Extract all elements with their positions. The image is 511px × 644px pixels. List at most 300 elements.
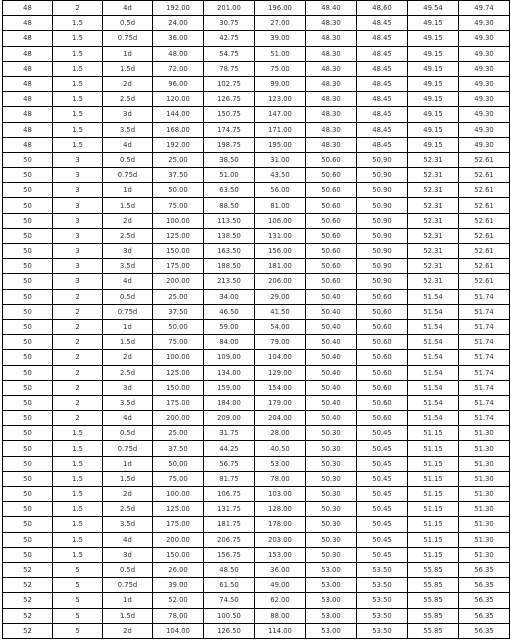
- table-cell: 2.5d: [103, 365, 153, 380]
- table-row: [3, 168, 510, 183]
- table-cell: 50.60: [357, 289, 408, 304]
- table-cell: 39.00: [153, 578, 204, 593]
- table-cell: 2: [53, 319, 103, 334]
- table-cell: 50: [3, 335, 53, 350]
- table-cell: 51.54: [408, 304, 459, 319]
- table-cell: 51.54: [408, 335, 459, 350]
- table-cell: 0.75d: [103, 31, 153, 46]
- table-cell: 192.00: [153, 137, 204, 152]
- table-cell: 1.5: [53, 487, 103, 502]
- table-cell: 48.30: [306, 61, 357, 76]
- table-cell: 0.75d: [103, 441, 153, 456]
- table-cell: 3d: [103, 244, 153, 259]
- table-cell: 2: [53, 395, 103, 410]
- table-cell: 50: [3, 411, 53, 426]
- table-cell: 4d: [103, 274, 153, 289]
- table-cell: 52.31: [408, 213, 459, 228]
- table-cell: 50.40: [306, 289, 357, 304]
- table-cell: 79.00: [255, 335, 306, 350]
- table-cell: 2: [53, 289, 103, 304]
- table-cell: 37.50: [153, 168, 204, 183]
- table-cell: 2: [53, 380, 103, 395]
- table-cell: 50: [3, 289, 53, 304]
- table-cell: 50.60: [306, 198, 357, 213]
- table-cell: 1.5d: [103, 471, 153, 486]
- table-cell: 50.40: [306, 319, 357, 334]
- table-cell: 48: [3, 137, 53, 152]
- table-cell: 49.15: [408, 137, 459, 152]
- table-cell: 204.00: [255, 411, 306, 426]
- table-row: [3, 244, 510, 259]
- table-cell: 51.30: [459, 487, 510, 502]
- table-cell: 131.75: [204, 502, 255, 517]
- table-cell: 53.00: [306, 562, 357, 577]
- table-cell: 2d: [103, 76, 153, 91]
- table-cell: 1.5: [53, 502, 103, 517]
- table-cell: 52.61: [459, 228, 510, 243]
- table-cell: 50.45: [357, 517, 408, 532]
- table-cell: 3d: [103, 547, 153, 562]
- table-cell: 55.85: [408, 578, 459, 593]
- table-cell: 52.31: [408, 183, 459, 198]
- table-cell: 30.75: [204, 16, 255, 31]
- table-cell: 48.30: [306, 76, 357, 91]
- table-cell: 2d: [103, 350, 153, 365]
- table-cell: 88.00: [255, 608, 306, 623]
- table-cell: 50: [3, 183, 53, 198]
- table-row: [3, 198, 510, 213]
- table-cell: 1d: [103, 456, 153, 471]
- table-cell: 25.00: [153, 152, 204, 167]
- table-cell: 5: [53, 578, 103, 593]
- table-cell: 50.40: [306, 411, 357, 426]
- table-cell: 55.85: [408, 562, 459, 577]
- table-cell: 78.00: [255, 471, 306, 486]
- table-cell: 37.50: [153, 441, 204, 456]
- table-cell: 51.54: [408, 365, 459, 380]
- table-cell: 50.60: [306, 274, 357, 289]
- table-cell: 52.31: [408, 244, 459, 259]
- table-cell: 0.75d: [103, 168, 153, 183]
- table-row: [3, 107, 510, 122]
- table-cell: 56.75: [204, 456, 255, 471]
- table-cell: 52.00: [153, 593, 204, 608]
- table-cell: 50: [3, 213, 53, 228]
- table-cell: 27.00: [255, 16, 306, 31]
- table-cell: 150.00: [153, 547, 204, 562]
- table-cell: 26.00: [153, 562, 204, 577]
- table-cell: 48.45: [357, 16, 408, 31]
- table-cell: 41.50: [255, 304, 306, 319]
- table-cell: 63.50: [204, 183, 255, 198]
- table-cell: 123.00: [255, 92, 306, 107]
- table-cell: 50.90: [357, 152, 408, 167]
- table-cell: 48: [3, 1, 53, 16]
- table-cell: 50: [3, 365, 53, 380]
- table-cell: 75.00: [153, 471, 204, 486]
- table-cell: 2: [53, 350, 103, 365]
- table-cell: 171.00: [255, 122, 306, 137]
- table-row: [3, 517, 510, 532]
- table-cell: 50.60: [357, 304, 408, 319]
- table-cell: 51.30: [459, 441, 510, 456]
- table-cell: 51.30: [459, 502, 510, 517]
- table-cell: 50.45: [357, 471, 408, 486]
- table-cell: 48.40: [306, 1, 357, 16]
- table-row: [3, 183, 510, 198]
- table-cell: 51.15: [408, 471, 459, 486]
- table-cell: 50.30: [306, 547, 357, 562]
- table-cell: 50.90: [357, 213, 408, 228]
- table-cell: 1.5: [53, 46, 103, 61]
- table-cell: 52: [3, 578, 53, 593]
- table-cell: 75.00: [255, 61, 306, 76]
- table-cell: 3: [53, 244, 103, 259]
- table-cell: 51.15: [408, 456, 459, 471]
- table-cell: 192.00: [153, 1, 204, 16]
- table-cell: 51.15: [408, 547, 459, 562]
- table-cell: 51.30: [459, 471, 510, 486]
- table-row: [3, 335, 510, 350]
- table-cell: 52: [3, 608, 53, 623]
- table-cell: 50.90: [357, 244, 408, 259]
- table-cell: 54.75: [204, 46, 255, 61]
- table-body: [3, 1, 510, 639]
- table-cell: 52.31: [408, 228, 459, 243]
- table-cell: 49.74: [459, 1, 510, 16]
- table-cell: 48.30: [306, 137, 357, 152]
- table-row: [3, 365, 510, 380]
- table-cell: 154.00: [255, 380, 306, 395]
- table-cell: 0.5d: [103, 16, 153, 31]
- table-row: [3, 213, 510, 228]
- table-cell: 50.60: [306, 244, 357, 259]
- table-cell: 1.5d: [103, 335, 153, 350]
- table-cell: 56.35: [459, 578, 510, 593]
- table-cell: 50: [3, 350, 53, 365]
- table-cell: 74.50: [204, 593, 255, 608]
- table-cell: 3: [53, 228, 103, 243]
- table-row: [3, 456, 510, 471]
- table-cell: 144.00: [153, 107, 204, 122]
- table-cell: 51.74: [459, 411, 510, 426]
- table-cell: 2: [53, 411, 103, 426]
- table-cell: 100.00: [153, 350, 204, 365]
- table-cell: 1.5: [53, 547, 103, 562]
- table-cell: 51.74: [459, 319, 510, 334]
- table-cell: 1.5: [53, 532, 103, 547]
- table-cell: 49.15: [408, 107, 459, 122]
- table-cell: 50: [3, 380, 53, 395]
- table-cell: 51.30: [459, 456, 510, 471]
- table-cell: 50.40: [306, 335, 357, 350]
- table-cell: 1.5: [53, 456, 103, 471]
- table-cell: 131.00: [255, 228, 306, 243]
- table-cell: 100.00: [153, 213, 204, 228]
- table-cell: 48: [3, 122, 53, 137]
- table-cell: 50.90: [357, 168, 408, 183]
- table-row: [3, 395, 510, 410]
- table-cell: 200.00: [153, 274, 204, 289]
- table-cell: 51.00: [204, 168, 255, 183]
- table-cell: 48.30: [306, 31, 357, 46]
- table-cell: 3: [53, 168, 103, 183]
- table-row: [3, 471, 510, 486]
- table-cell: 1.5: [53, 441, 103, 456]
- table-cell: 50.30: [306, 517, 357, 532]
- table-row: [3, 578, 510, 593]
- table-cell: 2d: [103, 623, 153, 638]
- table-cell: 36.00: [255, 562, 306, 577]
- table-cell: 56.35: [459, 623, 510, 638]
- table-cell: 51.54: [408, 380, 459, 395]
- table-cell: 50: [3, 471, 53, 486]
- table-cell: 1.5: [53, 31, 103, 46]
- table-cell: 1d: [103, 319, 153, 334]
- table-cell: 42.75: [204, 31, 255, 46]
- table-cell: 48.30: [306, 92, 357, 107]
- table-cell: 49.15: [408, 46, 459, 61]
- table-cell: 51.15: [408, 487, 459, 502]
- table-cell: 5: [53, 593, 103, 608]
- table-cell: 50.90: [357, 228, 408, 243]
- table-cell: 1d: [103, 183, 153, 198]
- table-cell: 99.00: [255, 76, 306, 91]
- table-cell: 159.00: [204, 380, 255, 395]
- table-cell: 48.00: [153, 46, 204, 61]
- table-cell: 4d: [103, 137, 153, 152]
- table-row: [3, 380, 510, 395]
- table-cell: 53.50: [357, 623, 408, 638]
- table-cell: 48: [3, 92, 53, 107]
- table-cell: 181.00: [255, 259, 306, 274]
- table-row: [3, 16, 510, 31]
- table-cell: 48.45: [357, 61, 408, 76]
- table-cell: 2: [53, 335, 103, 350]
- table-cell: 3: [53, 198, 103, 213]
- table-cell: 78.00: [153, 608, 204, 623]
- table-cell: 72.00: [153, 61, 204, 76]
- table-cell: 51.30: [459, 517, 510, 532]
- table-cell: 113.50: [204, 213, 255, 228]
- table-cell: 50.40: [306, 380, 357, 395]
- table-cell: 150.00: [153, 244, 204, 259]
- table-cell: 50: [3, 319, 53, 334]
- table-cell: 50: [3, 517, 53, 532]
- table-cell: 50.40: [306, 304, 357, 319]
- table-cell: 50.60: [306, 259, 357, 274]
- table-cell: 48.45: [357, 122, 408, 137]
- table-row: [3, 502, 510, 517]
- table-cell: 52.31: [408, 274, 459, 289]
- table-cell: 48.30: [306, 16, 357, 31]
- table-cell: 50: [3, 502, 53, 517]
- table-cell: 78.75: [204, 61, 255, 76]
- table-cell: 48: [3, 107, 53, 122]
- table-cell: 50: [3, 426, 53, 441]
- table-cell: 46.50: [204, 304, 255, 319]
- table-cell: 50.90: [357, 259, 408, 274]
- table-cell: 44.25: [204, 441, 255, 456]
- table-cell: 2.5d: [103, 502, 153, 517]
- table-cell: 39.00: [255, 31, 306, 46]
- table-cell: 49.30: [459, 76, 510, 91]
- table-cell: 5: [53, 623, 103, 638]
- table-cell: 49.15: [408, 92, 459, 107]
- table-cell: 51.54: [408, 411, 459, 426]
- table-cell: 96.00: [153, 76, 204, 91]
- table-row: [3, 274, 510, 289]
- table-cell: 75.00: [153, 198, 204, 213]
- table-cell: 50.00: [153, 183, 204, 198]
- table-cell: 134.00: [204, 365, 255, 380]
- table-cell: 53.00: [306, 578, 357, 593]
- table-cell: 52.61: [459, 274, 510, 289]
- table-row: [3, 593, 510, 608]
- table-cell: 81.00: [255, 198, 306, 213]
- table-cell: 50.45: [357, 426, 408, 441]
- table-cell: 52.61: [459, 183, 510, 198]
- table-cell: 53.00: [255, 456, 306, 471]
- table-cell: 4d: [103, 532, 153, 547]
- table-cell: 1.5d: [103, 61, 153, 76]
- table-cell: 43.50: [255, 168, 306, 183]
- table-cell: 51.15: [408, 532, 459, 547]
- table-cell: 50.30: [306, 426, 357, 441]
- table-cell: 52.61: [459, 244, 510, 259]
- table-cell: 175.00: [153, 517, 204, 532]
- table-cell: 50: [3, 547, 53, 562]
- table-cell: 106.00: [255, 213, 306, 228]
- table-cell: 50: [3, 228, 53, 243]
- table-cell: 25.00: [153, 426, 204, 441]
- table-cell: 156.00: [255, 244, 306, 259]
- table-row: [3, 562, 510, 577]
- table-cell: 62.00: [255, 593, 306, 608]
- table-cell: 50.40: [306, 395, 357, 410]
- table-cell: 3.5d: [103, 517, 153, 532]
- table-cell: 49.00: [255, 578, 306, 593]
- table-cell: 100.50: [204, 608, 255, 623]
- table-cell: 50.60: [357, 365, 408, 380]
- table-cell: 50.30: [306, 487, 357, 502]
- table-cell: 0.5d: [103, 562, 153, 577]
- table-cell: 163.50: [204, 244, 255, 259]
- table-row: [3, 487, 510, 502]
- table-cell: 55.85: [408, 608, 459, 623]
- table-cell: 50.30: [306, 471, 357, 486]
- table-cell: 129.00: [255, 365, 306, 380]
- table-cell: 49.30: [459, 16, 510, 31]
- table-cell: 31.00: [255, 152, 306, 167]
- table-cell: 50.60: [306, 228, 357, 243]
- table-cell: 125.00: [153, 365, 204, 380]
- table-cell: 52.61: [459, 259, 510, 274]
- table-cell: 206.75: [204, 532, 255, 547]
- table-cell: 153.00: [255, 547, 306, 562]
- table-cell: 48: [3, 61, 53, 76]
- table-cell: 50.60: [306, 152, 357, 167]
- table-cell: 56.35: [459, 562, 510, 577]
- table-cell: 37.50: [153, 304, 204, 319]
- table-cell: 156.75: [204, 547, 255, 562]
- table-cell: 51.74: [459, 380, 510, 395]
- table-cell: 52.61: [459, 152, 510, 167]
- table-cell: 61.50: [204, 578, 255, 593]
- table-cell: 1.5: [53, 471, 103, 486]
- table-cell: 50.40: [306, 365, 357, 380]
- table-cell: 50.30: [306, 456, 357, 471]
- table-cell: 5: [53, 562, 103, 577]
- table-cell: 200.00: [153, 532, 204, 547]
- table-row: [3, 547, 510, 562]
- table-cell: 150.75: [204, 107, 255, 122]
- table-row: [3, 31, 510, 46]
- table-cell: 50: [3, 168, 53, 183]
- table-cell: 50.60: [357, 319, 408, 334]
- table-cell: 48.30: [306, 107, 357, 122]
- table-cell: 49.15: [408, 61, 459, 76]
- table-cell: 50.45: [357, 441, 408, 456]
- table-cell: 49.30: [459, 107, 510, 122]
- table-cell: 1.5: [53, 122, 103, 137]
- table-cell: 36.00: [153, 31, 204, 46]
- table-cell: 55.85: [408, 623, 459, 638]
- table-cell: 1.5d: [103, 608, 153, 623]
- table-cell: 50.60: [357, 395, 408, 410]
- table-cell: 34.00: [204, 289, 255, 304]
- table-cell: 50: [3, 198, 53, 213]
- table-cell: 213.50: [204, 274, 255, 289]
- table-cell: 51.74: [459, 335, 510, 350]
- table-cell: 150.00: [153, 380, 204, 395]
- table-cell: 49.30: [459, 122, 510, 137]
- table-cell: 48.45: [357, 46, 408, 61]
- table-cell: 109.00: [204, 350, 255, 365]
- table-cell: 3: [53, 274, 103, 289]
- table-cell: 2: [53, 304, 103, 319]
- table-cell: 48.30: [306, 46, 357, 61]
- table-cell: 50: [3, 487, 53, 502]
- table-cell: 50.45: [357, 456, 408, 471]
- table-cell: 51.30: [459, 547, 510, 562]
- table-cell: 2d: [103, 487, 153, 502]
- table-cell: 49.30: [459, 61, 510, 76]
- table-cell: 2.5d: [103, 92, 153, 107]
- table-row: [3, 289, 510, 304]
- table-cell: 52: [3, 593, 53, 608]
- table-cell: 49.30: [459, 137, 510, 152]
- table-cell: 3: [53, 183, 103, 198]
- table-row: [3, 259, 510, 274]
- table-cell: 51.74: [459, 304, 510, 319]
- table-cell: 1d: [103, 593, 153, 608]
- table-cell: 48.30: [306, 122, 357, 137]
- table-row: [3, 411, 510, 426]
- table-cell: 24.00: [153, 16, 204, 31]
- table-cell: 51.54: [408, 319, 459, 334]
- table-cell: 138.50: [204, 228, 255, 243]
- table-cell: 168.00: [153, 122, 204, 137]
- table-cell: 3d: [103, 380, 153, 395]
- table-cell: 48: [3, 46, 53, 61]
- table-cell: 114.00: [255, 623, 306, 638]
- table-row: [3, 92, 510, 107]
- table-cell: 28.00: [255, 426, 306, 441]
- table-cell: 49.15: [408, 76, 459, 91]
- table-cell: 50.60: [357, 335, 408, 350]
- table-cell: 1.5: [53, 61, 103, 76]
